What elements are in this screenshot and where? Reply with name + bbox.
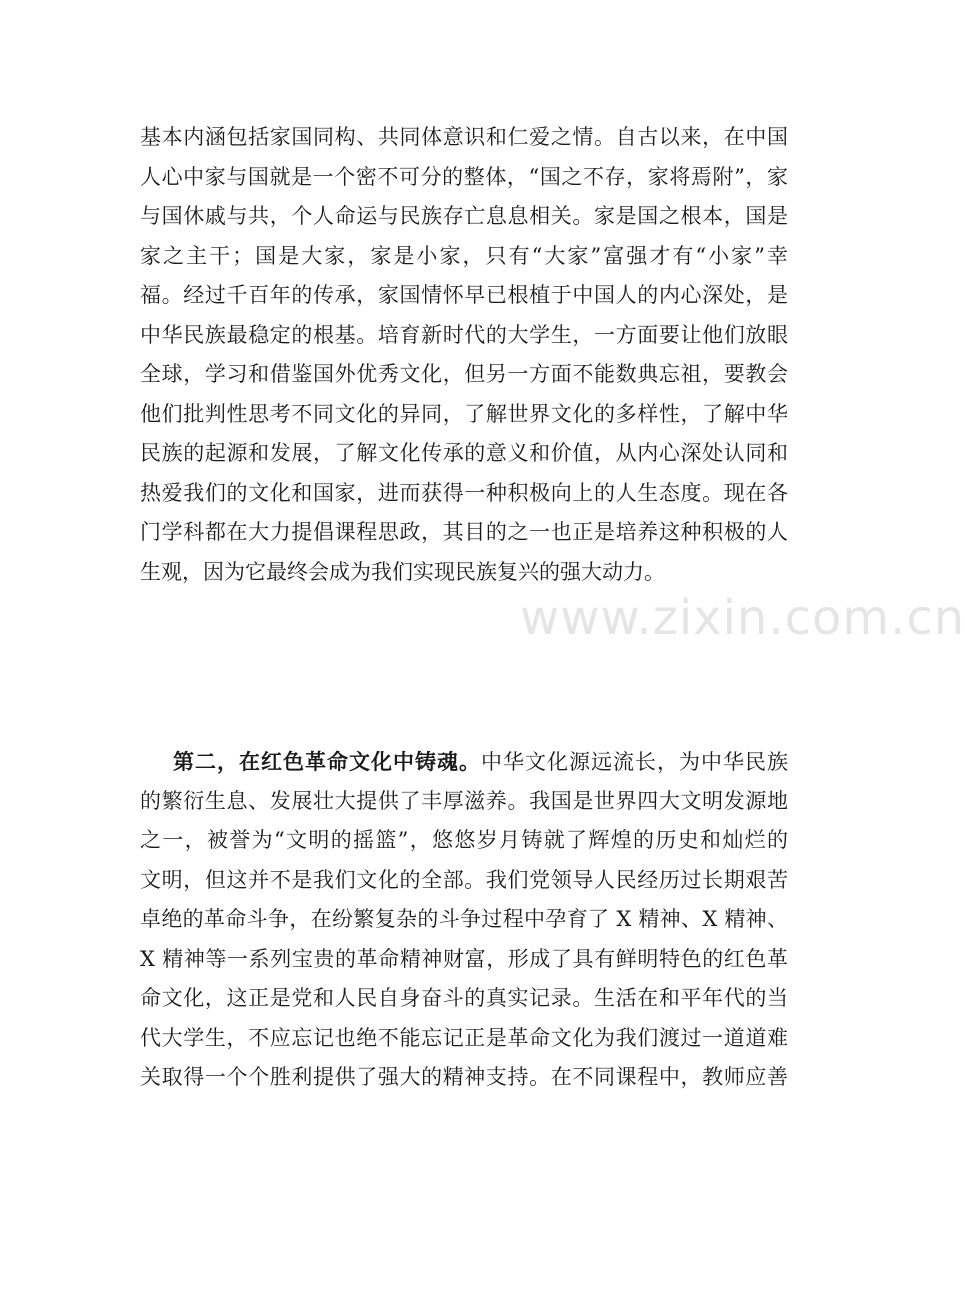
paragraph-2-line: 命文化，这正是党和人民自身奋斗的真实记录。生活在和平年代的当 [140,986,788,1010]
paragraph-1-line: 生观，因为它最终会成为我们实现民族复兴的强大动力。 [140,559,665,584]
paragraph-1-line: 人心中家与国就是一个密不可分的整体，“国之不存，家将焉附”，家 [140,164,788,189]
paragraph-2-line: 之一，被誉为“文明的摇篮”，悠悠岁月铸就了辉煌的历史和灿烂的 [140,828,788,852]
paragraph-1-line: 他们批判性思考不同文化的异同，了解世界文化的多样性，了解中华 [140,401,788,426]
paragraph-1-line: 门学科都在大力提倡课程思政，其目的之一也正是培养这种积极的人 [140,520,788,544]
paragraph-2-line: 关取得一个个胜利提供了强大的精神支持。在不同课程中，教师应善 [140,1065,788,1089]
paragraph-2-line: 文明，但这并不是我们文化的全部。我们党领导人民经历过长期艰苦 [140,867,788,892]
paragraph-2-line: 代大学生，不应忘记也绝不能忘记正是革命文化为我们渡过一道道难 [140,1025,788,1050]
watermark: www.zixin.com.cn [520,590,965,646]
paragraph-1-line: 全球，学习和借鉴国外优秀文化，但另一方面不能数典忘祖，要教会 [140,362,788,386]
paragraph-2-first-line [140,742,788,782]
paragraph-1-line: 热爱我们的文化和国家，进而获得一种积极向上的人生态度。现在各 [140,480,788,505]
paragraph-1-line: 家之主干；国是大家，家是小家，只有“大家”富强才有“小家”幸 [140,243,788,268]
paragraph-2-first-line-text: 中华文化源远流长，为中华民族 [481,750,788,774]
paragraph-1-line: 中华民族最稳定的根基。培育新时代的大学生，一方面要让他们放眼 [140,322,788,347]
paragraph-2-line: 卓绝的革命斗争，在纷繁复杂的斗争过程中孕育了 X 精神、X 精神、 [140,907,788,931]
paragraph-1-line: 基本内涵包括家国同构、共同体意识和仁爱之情。自古以来，在中国 [140,125,788,149]
paragraph-1-line: 与国休戚与共，个人命运与民族存亡息息相关。家是国之根本，国是 [140,204,788,228]
section-heading: 第二，在红色革命文化中铸魂。 [173,749,481,774]
paragraph-1-line: 福。经过千百年的传承，家国情怀早已根植于中国人的内心深处，是 [140,283,788,307]
paragraph-2 [140,742,788,1098]
paragraph-2-line: 的繁衍生息、发展壮大提供了丰厚滋养。我国是世界四大文明发源地 [140,788,788,813]
paragraph-1 [140,118,788,592]
paragraph-1-line: 民族的起源和发展，了解文化传承的意义和价值，从内心深处认同和 [140,441,788,465]
paragraph-2-line: X 精神等一系列宝贵的革命精神财富，形成了具有鲜明特色的红色革 [140,946,788,971]
